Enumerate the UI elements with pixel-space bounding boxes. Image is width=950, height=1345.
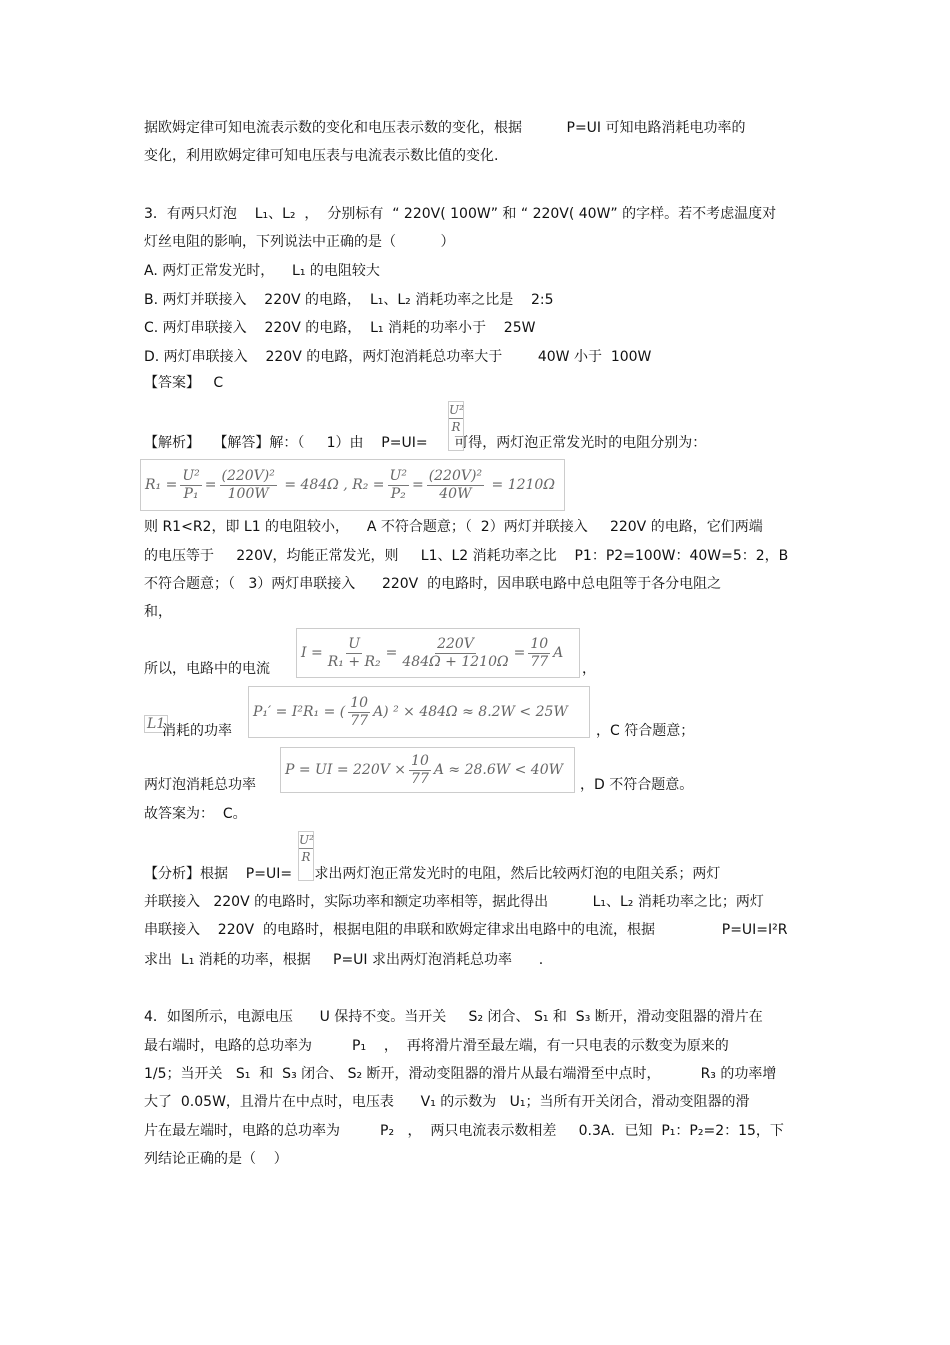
comma: ， (582, 661, 596, 677)
text-line: 1/5；当开关 S₁ 和 S₃ 闭合、 S₂ 断开，滑动变阻器的滑片从最右端滑至中点时， R₃ 的功率增 (144, 1066, 777, 1082)
text-line: 串联接入 220V 的电路时，根据电阻的串联和欧姆定律求出电路中的电流，根据 P=UI=I²R (144, 922, 788, 938)
text-line: 大了 0.05W，且滑片在中点时，电压表 V₁ 的示数为 U₁；当所有开关闭合，滑动变阻器的滑 (144, 1094, 750, 1110)
total-power-label: 两灯泡消耗总功率 (144, 777, 256, 793)
resistance-formula: R₁ = $\frac{\text{U²}}{\text{P₁}}$ = $\frac{\text{(220V)²}}{100W}$ = 484Ω , R₂ = $\frac{\text{U²}}{\text{P₂}}$ = $\frac{\text{(220V)²}}{40W}$ = 1210Ω (140, 459, 565, 511)
text-line: 3．有两只灯泡 L₁、L₂ ， 分别标有 “ 220V( 100W” 和 “ 220V( 40W” 的字样。若不考虑温度对 (144, 206, 777, 222)
text-line: 片在最左端时，电路的总功率为 P₂ ， 两只电流表示数相差 0.3A．已知 P₁：P₂=2：15，下 (144, 1123, 784, 1139)
text-line: 并联接入 220V 的电路时，实际功率和额定功率相等，据此得出 L₁、L₂ 消耗功率之比；两灯 (144, 894, 764, 910)
l1-power-label: 消耗的功率 (162, 723, 232, 739)
u2-over-r-formula: U² R (298, 831, 314, 881)
l1-power-formula: P₁′ = I²R₁ = ( $\frac{10}{77}$ A) ² × 484Ω ≈ 8.2W < 25W (248, 686, 590, 738)
analysis-line: 【解析】 【解答】解：（ 1）由 P=UI= 可得，两灯泡正常发光时的电阻分别为： (144, 435, 707, 451)
text-line: ，D 不符合题意。 (580, 777, 694, 793)
current-label: 所以，电路中的电流 (144, 661, 270, 677)
option-a: A. 两灯正常发光时， L₁ 的电阻较大 (144, 263, 380, 279)
text-line: 则 R1<R2，即 L1 的电阻较小， A 不符合题意；（ 2）两灯并联接入 220V 的电路，它们两端 (144, 519, 763, 535)
u2-over-r-formula: U² R (448, 401, 464, 451)
text-line: 列结论正确的是（ ） (144, 1151, 288, 1167)
text-line: 据欧姆定律可知电流表示数的变化和电压表示数的变化，根据 P=UI 可知电路消耗电功率的 (144, 120, 746, 136)
text-line: 灯丝电阻的影响，下列说法中正确的是（ ） (144, 234, 455, 250)
option-b: B. 两灯并联接入 220V 的电路， L₁、L₂ 消耗功率之比是 2:5 (144, 292, 554, 308)
text-line: 不符合题意；（ 3）两灯串联接入 220V 的电路时，因串联电路中总电阻等于各分电阻之 (144, 576, 722, 592)
text-line: 和， (144, 604, 172, 620)
current-formula: I = $\frac{U}{\text{R₁ + R₂}}$ = $\frac{220V}{484\Omega + 1210\Omega}$ = $\frac{10}{77}$ A (296, 628, 580, 678)
text-line: 的电压等于 220V，均能正常发光，则 L1、L2 消耗功率之比 P1：P2=100W：40W=5：2，B (144, 548, 789, 564)
question-4-line: 4．如图所示，电源电压 U 保持不变。当开关 S₂ 闭合、 S₁ 和 S₃ 断开，滑动变阻器的滑片在 (144, 1009, 763, 1025)
text-line: 求出 L₁ 消耗的功率，根据 P=UI 求出两灯泡消耗总功率 . (144, 952, 544, 968)
option-c: C. 两灯串联接入 220V 的电路， L₁ 消耗的功率小于 25W (144, 320, 536, 336)
total-power-formula: P = UI = 220V × $\frac{10}{77}$ A ≈ 28.6W < 40W (280, 747, 575, 793)
answer-line: 【答案】 C (144, 375, 224, 391)
text-line: 最右端时，电路的总功率为 P₁ ， 再将滑片滑至最左端，有一只电表的示数变为原来的 (144, 1038, 729, 1054)
text-line: 变化，利用欧姆定律可知电压表与电流表示数比值的变化. (144, 148, 499, 164)
option-d: D. 两灯串联接入 220V 的电路，两灯泡消耗总功率大于 40W 小于 100W (144, 349, 652, 365)
l1-symbol: L1 (144, 715, 168, 733)
analysis-summary-line: 【分析】根据 P=UI= 求出两灯泡正常发光时的电阻，然后比较两灯泡的电阻关系；两灯 (144, 866, 721, 882)
conclusion-line: 故答案为： C。 (144, 806, 247, 822)
text-line: ，C 符合题意； (596, 723, 695, 739)
